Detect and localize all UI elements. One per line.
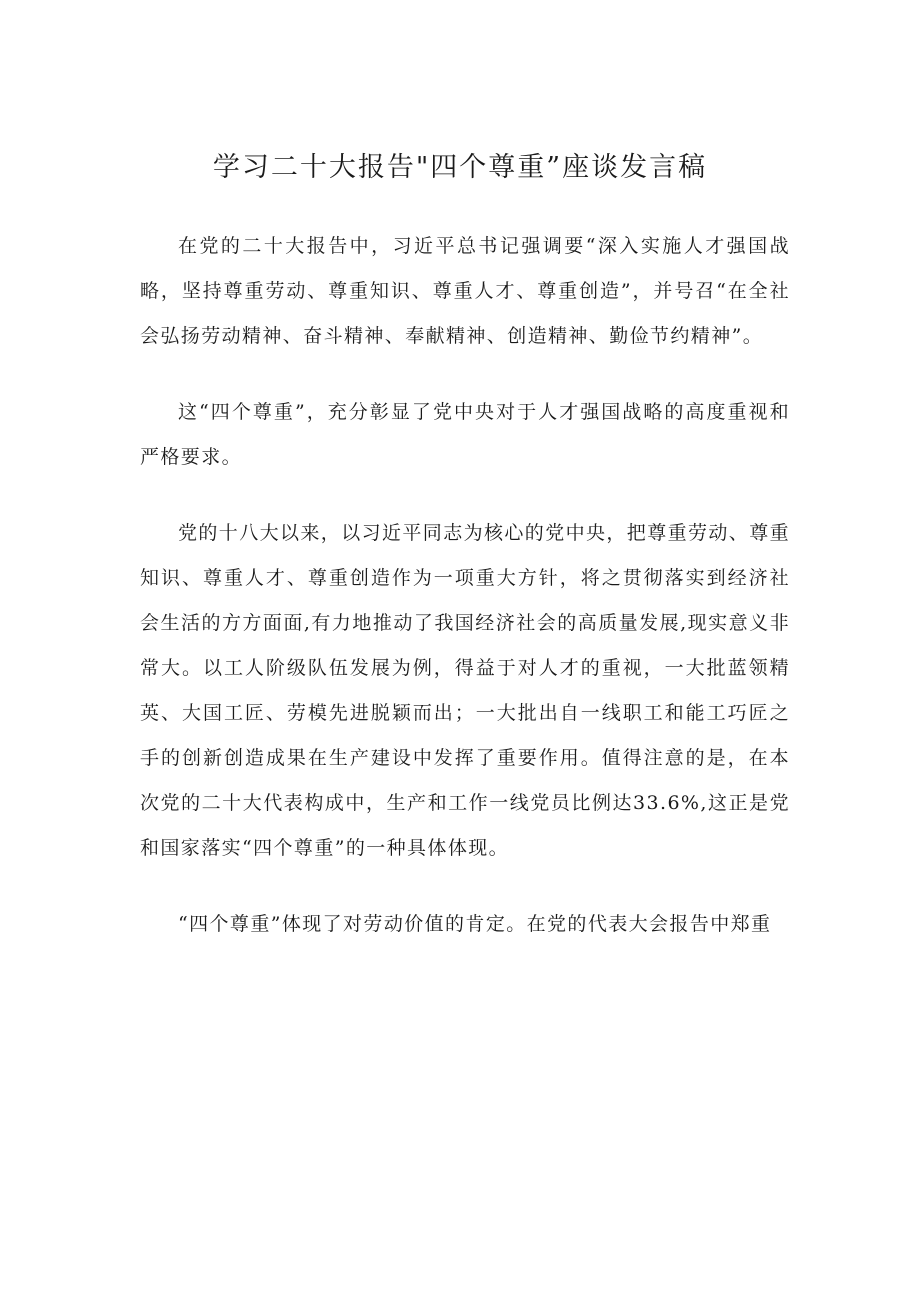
document-body xyxy=(140,224,790,947)
paragraph-4: “四个尊重”体现了对劳动价值的肯定。在党的代表大会报告中郑重 xyxy=(178,913,772,935)
document-title: 学习二十大报告"四个尊重”座谈发言稿 xyxy=(212,152,708,183)
paragraph-2: 这“四个尊重”，充分彰显了党中央对于人才强国战略的高度重视和严格要求。 xyxy=(140,401,790,468)
paragraph-3: 党的十八大以来，以习近平同志为核心的党中央，把尊重劳动、尊重知识、尊重人才、尊重创造作为一项重大方针，将之贯彻落实到经济社会生活的方方面面,有力地推动了我国经济社会的高质量发展,现实意义非常大。以工人阶级队伍发展为例，得益于对人才的重视，一大批蓝领精英、大国工匠、劳模先进脱颖而出；一大批出自一线职工和能工巧匠之手的创新创造成果在生产建设中发挥了重要作用。值得注意的是，在本次党的二十大代表构成中，生产和工作一线党员比例达33.6%,这正是党和国家落实“四个尊重”的一种具体体现。 xyxy=(140,522,791,859)
paragraph-1: 在党的二十大报告中，习近平总书记强调要“深入实施人才强国战略，坚持尊重劳动、尊重知识、尊重人才、尊重创造”，并号召“在全社会弘扬劳动精神、奋斗精神、奉献精神、创造精神、勤俭节约精神”。 xyxy=(140,235,790,347)
